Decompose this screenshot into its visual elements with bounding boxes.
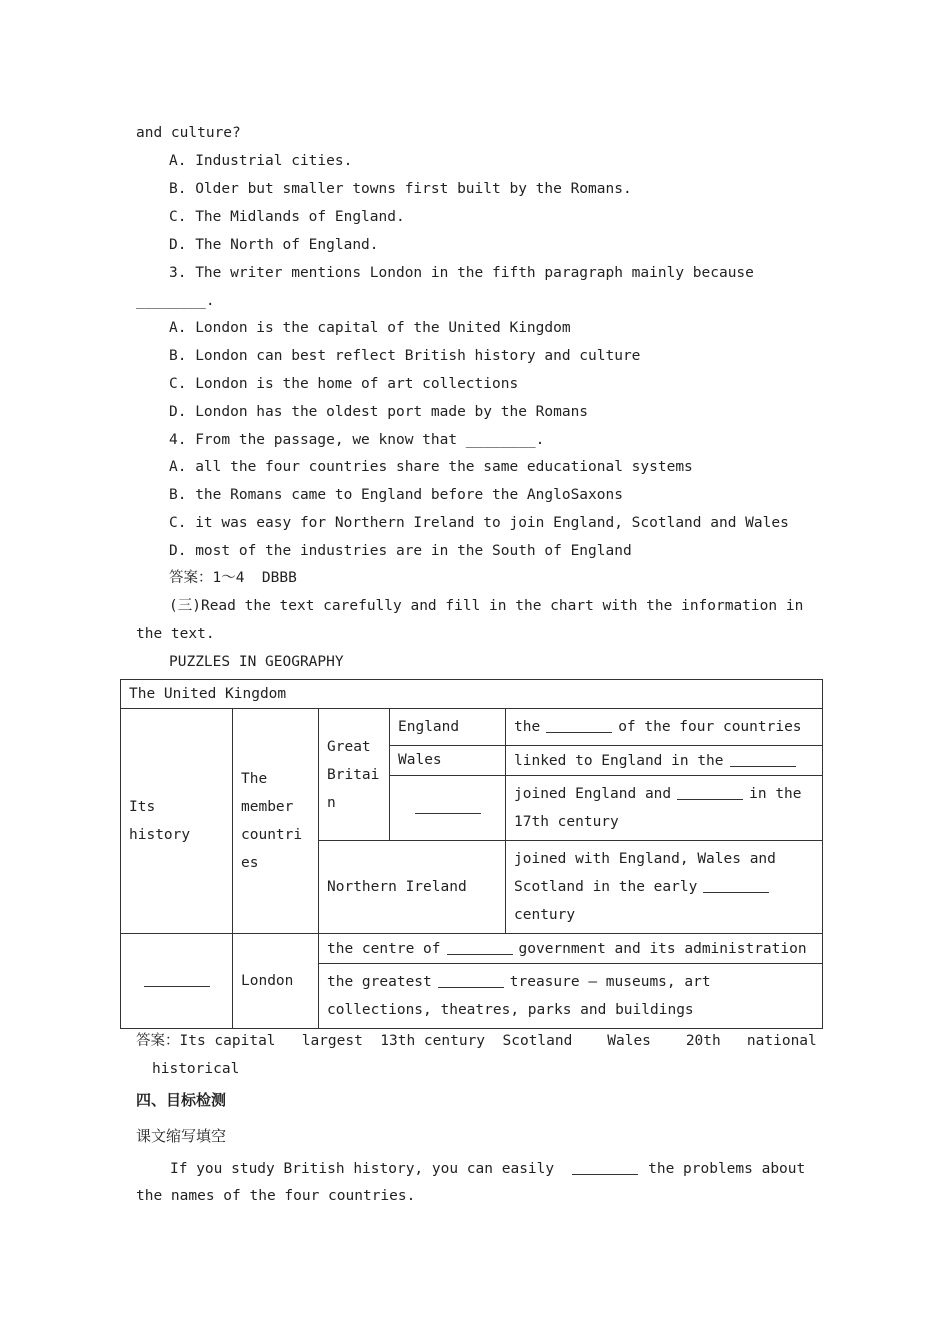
scotland-blank-cell xyxy=(390,776,506,841)
option-d: D. London has the oldest port made by the Romans xyxy=(169,404,589,420)
section-title: 四、目标检测 xyxy=(136,1091,227,1109)
question-4: 4. From the passage, we know that ________. xyxy=(169,432,545,448)
chart-heading: PUZZLES IN GEOGRAPHY xyxy=(169,654,344,670)
blank-field xyxy=(703,876,769,893)
chart-answers: 答案：Its capital largest 13th century Scotland Wales 20th national xyxy=(136,1033,817,1049)
its-history-cell: Its history xyxy=(121,709,233,934)
blank-field xyxy=(730,750,796,767)
option-a: A. Industrial cities. xyxy=(169,153,353,169)
northern-ireland-desc: joined with England, Wales and Scotland in the earlycentury xyxy=(506,841,823,934)
answer-key: 答案：1～4 DBBB xyxy=(169,570,297,586)
option-a: A. London is the capital of the United Kingdom xyxy=(169,320,571,336)
blank-field xyxy=(546,716,612,733)
london-desc-1: the centre of government and its administration xyxy=(319,934,823,964)
wales-desc: linked to England in the xyxy=(506,746,823,776)
option-d: D. The North of England. xyxy=(169,237,379,253)
great-britain-cell: Great Britain xyxy=(319,709,390,841)
summary-line-1: If you study British history, you can easily the problems about xyxy=(170,1158,805,1179)
capital-blank-cell xyxy=(121,934,233,1029)
question-3: 3. The writer mentions London in the fifth paragraph mainly because xyxy=(169,265,754,281)
blank-field xyxy=(144,970,210,987)
question-3-blank: ________. xyxy=(136,293,215,309)
chart-title: The United Kingdom xyxy=(121,680,823,709)
option-a: A. all the four countries share the same educational systems xyxy=(169,459,693,475)
london-desc-2: the greatest treasure — museums, art collections, theatres, parks and buildings xyxy=(319,964,823,1029)
blank-field xyxy=(447,938,513,955)
northern-ireland-cell: Northern Ireland xyxy=(319,841,506,934)
option-c: C. London is the home of art collections xyxy=(169,376,519,392)
blank-field xyxy=(438,971,504,988)
wales-cell: Wales xyxy=(390,746,506,776)
option-c: C. it was easy for Northern Ireland to join England, Scotland and Wales xyxy=(169,515,789,531)
instruction: (三)Read the text carefully and fill in the chart with the information in xyxy=(169,598,804,614)
london-cell: London xyxy=(233,934,319,1029)
option-d: D. most of the industries are in the South of England xyxy=(169,543,632,559)
option-b: B. the Romans came to England before the AngloSaxons xyxy=(169,487,623,503)
option-b: B. London can best reflect British history and culture xyxy=(169,348,641,364)
summary-line-2: the names of the four countries. xyxy=(136,1188,416,1204)
instruction-cont: the text. xyxy=(136,626,215,642)
option-c: C. The Midlands of England. xyxy=(169,209,405,225)
fill-in-chart xyxy=(120,679,823,1029)
england-cell: England xyxy=(390,709,506,746)
england-desc: the of the four countries xyxy=(506,709,823,746)
blank-field xyxy=(415,797,481,814)
option-b: B. Older but smaller towns first built by the Romans. xyxy=(169,181,632,197)
member-countries-cell: The member countries xyxy=(233,709,319,934)
blank-field xyxy=(572,1158,638,1175)
scotland-desc: joined England and in the 17th century xyxy=(506,776,823,841)
text-line: and culture? xyxy=(136,125,241,141)
chart-answers-cont: historical xyxy=(152,1061,240,1077)
blank-field xyxy=(677,783,743,800)
subsection-title: 课文缩写填空 xyxy=(136,1127,227,1145)
